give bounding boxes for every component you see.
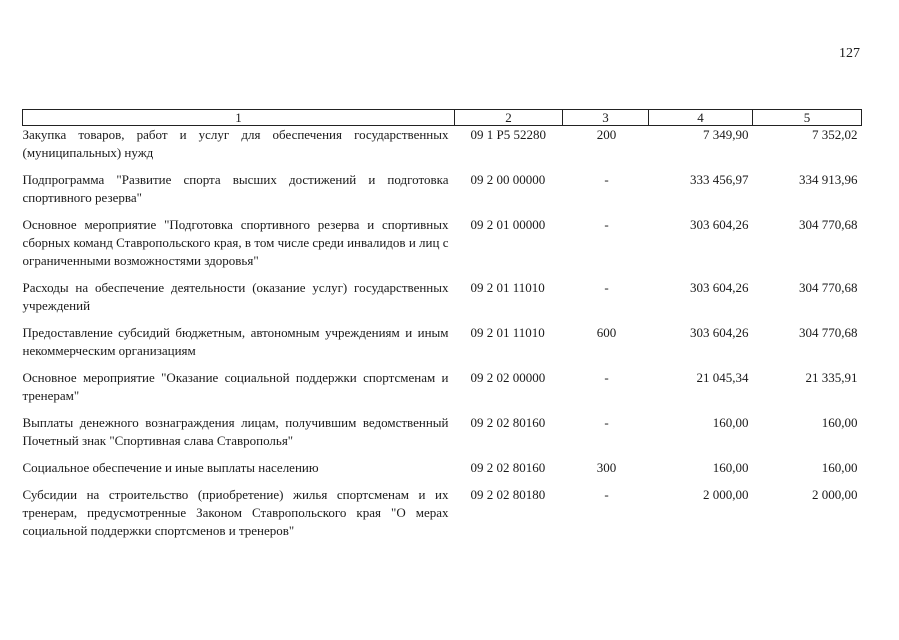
row-name-cell: Субсидии на строительство (приобретение) жилья спортсменам и их тренерам, предусмотренные Законом Ставропольского края "О мерах социальной поддержки спортсменов и тренеров" [22,487,449,538]
budget-table [22,109,862,540]
table-row [23,369,862,405]
amount-col4-cell: 7 349,90 [703,127,749,142]
amount-col5-cell: 7 352,02 [812,127,858,142]
target-code-cell: 09 2 01 11010 [470,325,545,340]
amount-col5-cell: 160,00 [821,415,858,430]
amount-col4-cell: 2 000,00 [703,487,749,502]
expense-kind-cell: 200 [596,127,617,142]
row-name-cell: Основное мероприятие "Подготовка спортивного резерва и спортивных сборных команд Ставропольского края, в том числе среди инвалидов и лиц с ограниченными возможностями здоровья" [22,217,449,268]
page-number: 127 [839,46,860,61]
row-spacer [23,477,862,486]
amount-col4-cell: 303 604,26 [690,280,749,295]
row-spacer [23,162,862,171]
target-code-cell: 09 2 02 80160 [470,460,546,475]
table-row [23,459,862,477]
row-name-cell: Социальное обеспечение и иные выплаты населению [22,460,319,475]
column-header-3: 3 [563,110,649,126]
amount-col5-cell: 21 335,91 [805,370,858,385]
row-name-cell: Выплаты денежного вознаграждения лицам, получившим ведомственный Почетный знак "Спортивная слава Ставрополья" [22,415,449,448]
target-code-cell: 09 2 02 00000 [470,370,546,385]
amount-col5-cell: 2 000,00 [812,487,858,502]
column-header-2: 2 [455,110,563,126]
target-code-cell: 09 2 01 00000 [470,217,546,232]
row-name-cell: Подпрограмма "Развитие спорта высших достижений и подготовка спортивного резерва" [22,172,449,205]
row-name-cell: Закупка товаров, работ и услуг для обеспечения государственных (муниципальных) нужд [22,127,449,160]
expense-kind-cell: - [604,172,609,187]
column-header-4: 4 [649,110,753,126]
amount-col5-cell: 304 770,68 [799,325,858,340]
table-header-row [23,110,862,126]
amount-col5-cell: 160,00 [821,460,858,475]
table-row [23,414,862,450]
table-row [23,126,862,163]
row-spacer [23,315,862,324]
row-spacer [23,450,862,459]
row-name-cell: Основное мероприятие "Оказание социальной поддержки спортсменам и тренерам" [22,370,449,403]
expense-kind-cell: - [604,217,609,232]
amount-col4-cell: 303 604,26 [690,217,749,232]
expense-kind-cell: - [604,415,609,430]
expense-kind-cell: - [604,487,609,502]
expense-kind-cell: 300 [596,460,617,475]
table-row [23,324,862,360]
column-header-5: 5 [753,110,862,126]
amount-col4-cell: 21 045,34 [696,370,749,385]
row-spacer [23,270,862,279]
amount-col4-cell: 303 604,26 [690,325,749,340]
amount-col4-cell: 160,00 [712,415,749,430]
row-spacer [23,405,862,414]
amount-col5-cell: 334 913,96 [799,172,858,187]
table-row [23,279,862,315]
target-code-cell: 09 2 01 11010 [470,280,545,295]
amount-col5-cell: 304 770,68 [799,280,858,295]
target-code-cell: 09 2 02 80180 [470,487,546,502]
table-row [23,171,862,207]
column-header-1: 1 [23,110,455,126]
amount-col5-cell: 304 770,68 [799,217,858,232]
row-spacer [23,360,862,369]
row-spacer [23,207,862,216]
row-name-cell: Предоставление субсидий бюджетным, автономным учреждениям и иным некоммерческим организациям [22,325,449,358]
table-row [23,216,862,270]
amount-col4-cell: 160,00 [712,460,749,475]
expense-kind-cell: 600 [596,325,617,340]
table-row [23,486,862,540]
target-code-cell: 09 2 02 80160 [470,415,546,430]
row-name-cell: Расходы на обеспечение деятельности (оказание услуг) государственных учреждений [22,280,449,313]
expense-kind-cell: - [604,370,609,385]
target-code-cell: 09 1 P5 52280 [470,127,546,142]
expense-kind-cell: - [604,280,609,295]
target-code-cell: 09 2 00 00000 [470,172,546,187]
amount-col4-cell: 333 456,97 [690,172,749,187]
